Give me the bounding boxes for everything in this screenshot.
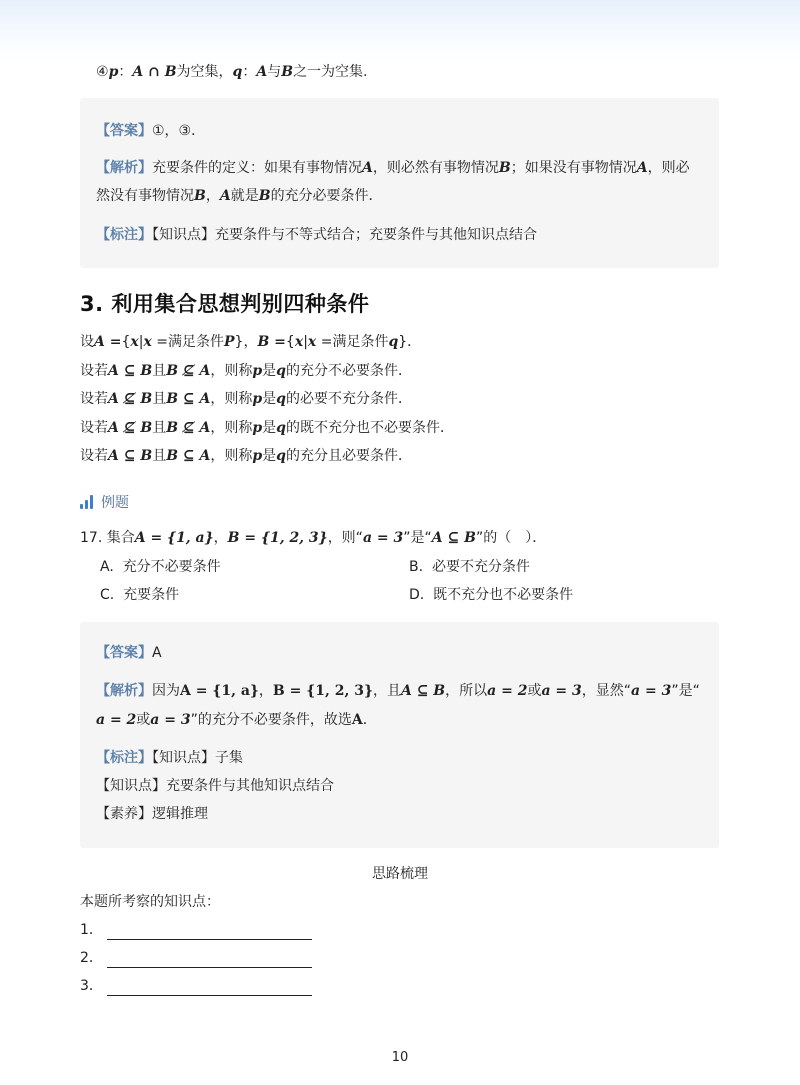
note-line: 【知识点】充要条件与其他知识点结合 xyxy=(96,778,334,794)
definition-line: 设若A ⊆ B且B ⊆ A，则称p是q的充分且必要条件． xyxy=(80,448,412,464)
bar-chart-icon xyxy=(80,495,93,509)
note-line: 【标注】【知识点】充要条件与不等式结合；充要条件与其他知识点结合 xyxy=(96,227,537,243)
note-line: 【标注】【知识点】子集 xyxy=(96,750,243,766)
question-stem: 17. 集合A = {1, a}，B = {1, 2, 3}，则“a = 3”是“A ⊆ B”的（ ）． xyxy=(80,530,547,546)
summary-title: 思路梳理 xyxy=(372,866,428,882)
definition-line: 设A ={x|x =满足条件P}，B ={x|x =满足条件q}． xyxy=(80,334,422,350)
answer-line: 【答案】A xyxy=(96,645,162,661)
note-line: 【素养】逻辑推理 xyxy=(96,806,208,822)
statement-item-4: ④p：A ∩ B为空集，q：A与B之一为空集. xyxy=(96,64,368,80)
analysis-line-1: 【解析】充要条件的定义：如果有事物情况A，则必然有事物情况B；如果没有事物情况A，则必 xyxy=(96,160,690,176)
section-title: 3. 利用集合思想判别四种条件 xyxy=(80,292,370,316)
analysis-line-1: 【解析】因为A = {1, a}，B = {1, 2, 3}，且A ⊆ B，所以a = 2或a = 3，显然“a = 3”是“ xyxy=(96,683,700,699)
analysis-line-2: a = 2或a = 3”的充分不必要条件，故选A． xyxy=(96,712,377,728)
option-b[interactable]: B. 必要不充分条件 xyxy=(409,559,530,575)
analysis-line-2: 然没有事物情况B，A就是B的充分必要条件． xyxy=(96,188,383,204)
blank-line-1[interactable]: 1． xyxy=(80,920,312,940)
summary-intro: 本题所考察的知识点： xyxy=(80,894,220,910)
page-number: 10 xyxy=(391,1050,409,1065)
option-d[interactable]: D. 既不充分也不必要条件 xyxy=(409,587,574,603)
blank-line-3[interactable]: 3． xyxy=(80,976,312,996)
definition-line: 设若A ⊈ B且B ⊆ A，则称p是q的必要不充分条件． xyxy=(80,391,412,407)
option-c[interactable]: C. 充要条件 xyxy=(100,587,180,603)
definition-line: 设若A ⊆ B且B ⊈ A，则称p是q的充分不必要条件． xyxy=(80,363,412,379)
option-a[interactable]: A. 充分不必要条件 xyxy=(100,559,221,575)
header-band xyxy=(0,0,800,60)
definition-line: 设若A ⊈ B且B ⊈ A，则称p是q的既不充分也不必要条件． xyxy=(80,420,454,436)
example-header: 例题 xyxy=(80,492,129,512)
blank-line-2[interactable]: 2． xyxy=(80,948,312,968)
answer-line: 【答案】①，③． xyxy=(96,123,206,139)
